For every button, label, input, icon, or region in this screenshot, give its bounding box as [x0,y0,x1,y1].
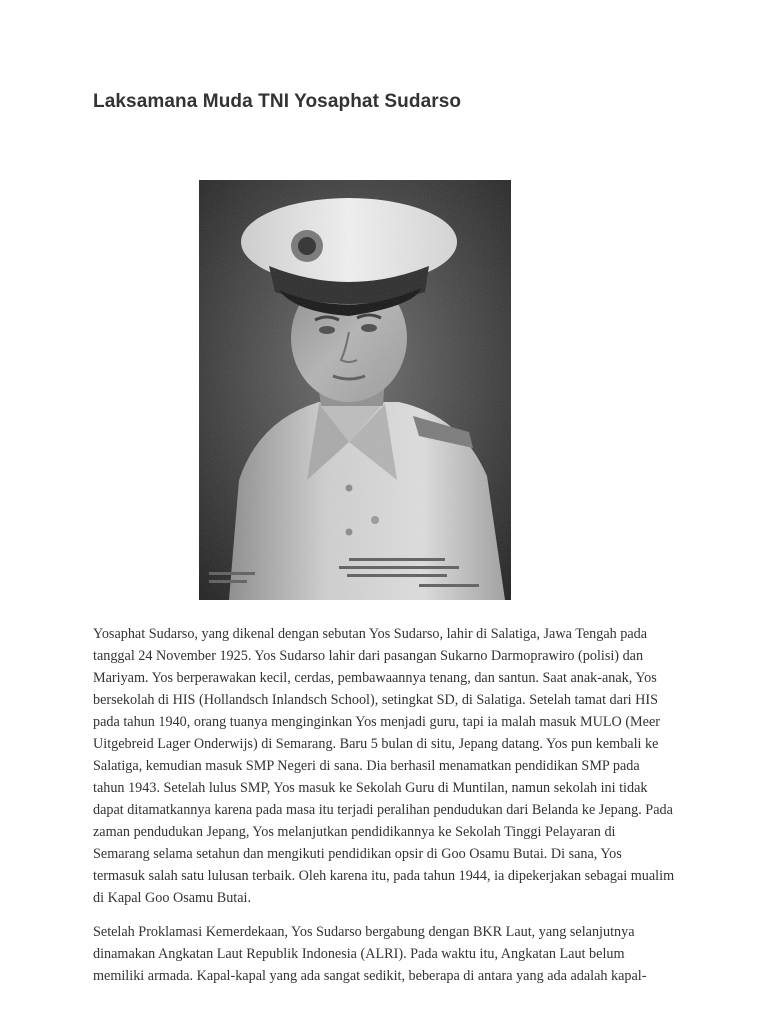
text-line: pada tahun 1940, orang tuanya menginginkan Yos menjadi guru, tapi ia malah masuk MULO (Meer [93,714,660,730]
text-line: Semarang selama setahun dan mengikuti pendidikan opsir di Goo Osamu Butai. Di sana, Yos [93,846,622,862]
text-line: memiliki armada. Kapal-kapal yang ada sangat sedikit, beberapa di antara yang ada adalah kapal- [93,968,647,984]
text-line: zaman pendudukan Jepang, Yos melanjutkan pendidikannya ke Sekolah Tinggi Pelayaran di [93,824,616,840]
text-line: di Kapal Goo Osamu Butai. [93,890,252,906]
text-line: Uitgebreid Lager Onderwijs) di Semarang. Baru 5 bulan di situ, Jepang datang. Yos pun kembali ke [93,736,659,752]
text-line: termasuk salah satu lulusan terbaik. Oleh karena itu, pada tahun 1944, ia dipekerjakan sebagai mualim [93,868,675,884]
text-line: Setelah Proklamasi Kemerdekaan, Yos Sudarso bergabung dengan BKR Laut, yang selanjutnya [93,924,635,940]
text-line: tahun 1943. Setelah lulus SMP, Yos masuk ke Sekolah Guru di Muntilan, namun sekolah ini tidak [93,780,648,796]
text-line: tanggal 24 November 1925. Yos Sudarso lahir dari pasangan Sukarno Darmoprawiro (polisi) dan [93,648,644,664]
text-line: Salatiga, kemudian masuk SMP Negeri di sana. Dia berhasil menamatkan pendidikan SMP pada [93,758,640,774]
page-title: Laksamana Muda TNI Yosaphat Sudarso [93,91,462,112]
text-line: Mariyam. Yos berperawakan kecil, cerdas, pembawaannya tenang, dan santun. Saat anak-anak, Yos [93,670,657,686]
text-line: dinamakan Angkatan Laut Republik Indonesia (ALRI). Pada waktu itu, Angkatan Laut belum [93,946,625,962]
paragraph [93,921,683,987]
text-line: Yosaphat Sudarso, yang dikenal dengan sebutan Yos Sudarso, lahir di Salatiga, Jawa Tengah pada [93,626,648,642]
portrait-photo [199,180,511,600]
text-line: dapat ditamatkannya karena pada masa itu terjadi peralihan pendudukan dari Belanda ke Jepang. Pada [93,802,673,818]
text-line: bersekolah di HIS (Hollandsch Inlandsch School), setingkat SD, di Salatiga. Setelah tamat dari HIS [93,692,659,708]
article-body [93,623,683,999]
paragraph [93,623,683,909]
